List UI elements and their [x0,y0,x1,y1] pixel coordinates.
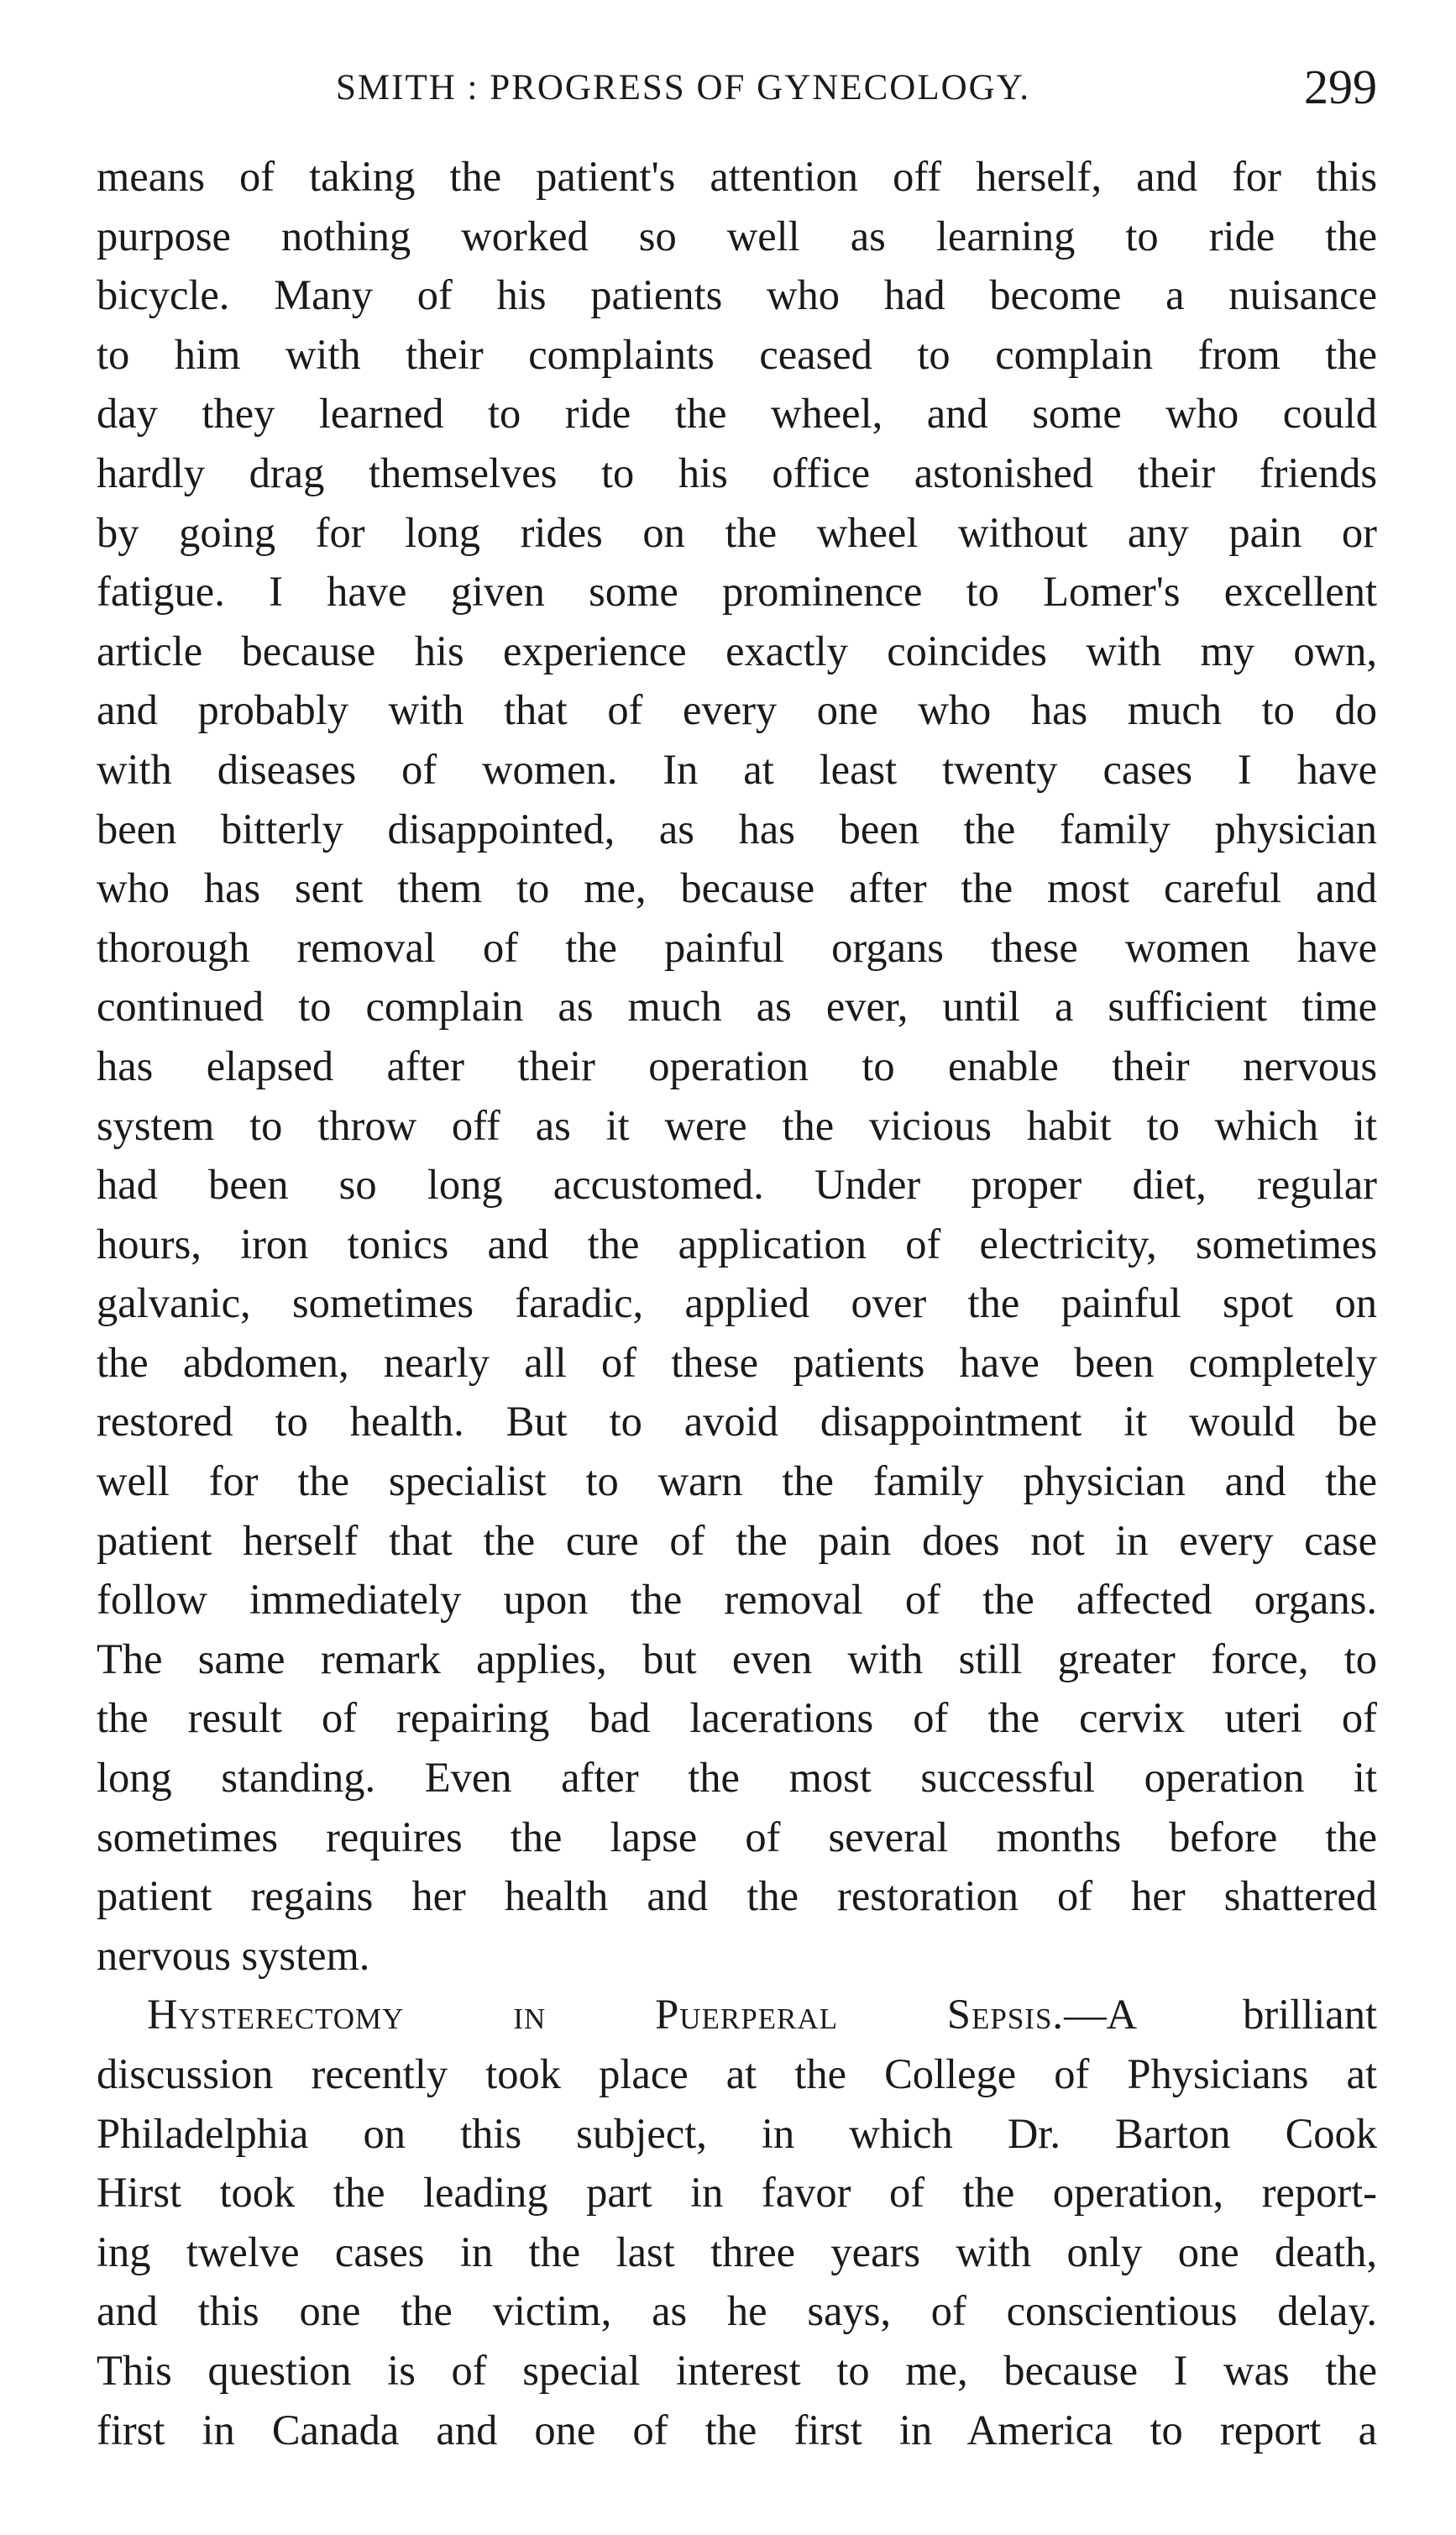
running-head: SMITH : PROGRESS OF GYNECOLOGY. [336,68,1030,108]
text-line: restored to health. But to avoid disappointment it would be [97,1398,1377,1446]
text-line: long standing. Even after the most successful operation it [97,1754,1377,1802]
text-line: to him with their complaints ceased to complain from the [97,330,1377,378]
text-line: purpose nothing worked so well as learning to ride the [97,212,1377,260]
text-line: has elapsed after their operation to enable their nervous [97,1042,1377,1089]
text-line: had been so long accustomed. Under proper diet, regular [97,1161,1377,1209]
text-line: follow immediately upon the removal of the affected organs. [97,1576,1377,1624]
text-fragment: —A brilliant [1064,1991,1377,2039]
text-line: The same remark applies, but even with still greater force, to [97,1635,1377,1682]
text-line: galvanic, sometimes faradic, applied over the painful spot on [97,1279,1377,1327]
text-line: and this one the victim, as he says, of conscientious delay. [97,2287,1377,2335]
text-line: This question is of special interest to me, because I was the [97,2346,1377,2394]
text-line: patient herself that the cure of the pain does not in every case [97,1516,1377,1564]
text-line: discussion recently took place at the College of Physicians at [97,2050,1377,2097]
text-line: hardly drag themselves to his office astonished their friends [97,449,1377,496]
text-line: and probably with that of every one who has much to do [97,686,1377,734]
text-line: ing twelve cases in the last three years with only one death, [97,2228,1377,2275]
section-heading: Hysterectomy in Puerperal Sepsis. [147,1991,1065,2039]
text-line: hours, iron tonics and the application of electricity, sometimes [97,1220,1377,1268]
text-line: system to throw off as it were the vicious habit to which it [97,1101,1377,1149]
text-line: means of taking the patient's attention off herself, and for this [97,153,1377,200]
text-line: article because his experience exactly coincides with my own, [97,627,1377,674]
text-line: nervous system. [97,1931,370,1979]
text-line: with diseases of women. In at least twenty cases I have [97,745,1377,793]
text-line: who has sent them to me, because after the most careful and [97,864,1377,912]
paragraph [97,1985,1377,2459]
text-line: fatigue. I have given some prominence to Lomer's excellent [97,568,1377,616]
text-line: first in Canada and one of the first in America to report a [97,2406,1377,2454]
paragraph [97,147,1377,1985]
text-line: sometimes requires the lapse of several months before the [97,1813,1377,1861]
text-line: bicycle. Many of his patients who had become a nuisance [97,271,1377,319]
text-line: day they learned to ride the wheel, and some who could [97,390,1377,438]
section-lead-line [97,1985,1377,2044]
text-line: continued to complain as much as ever, until a sufficient time [97,983,1377,1031]
page-header [97,59,1377,126]
text-line: Hirst took the leading part in favor of the operation, report- [97,2169,1377,2217]
text-line: thorough removal of the painful organs these women have [97,923,1377,971]
text-line: by going for long rides on the wheel without any pain or [97,508,1377,556]
body-text [97,147,1377,2459]
text-line: the result of repairing bad lacerations of the cervix uteri of [97,1694,1377,1742]
text-line: been bitterly disappointed, as has been the family physician [97,805,1377,853]
text-line: patient regains her health and the restoration of her shattered [97,1872,1377,1920]
text-line: the abdomen, nearly all of these patients have been completely [97,1338,1377,1386]
text-line: well for the specialist to warn the family physician and the [97,1457,1377,1505]
text-line: Philadelphia on this subject, in which Dr. Barton Cook [97,2109,1377,2157]
page-number: 299 [1304,60,1377,114]
